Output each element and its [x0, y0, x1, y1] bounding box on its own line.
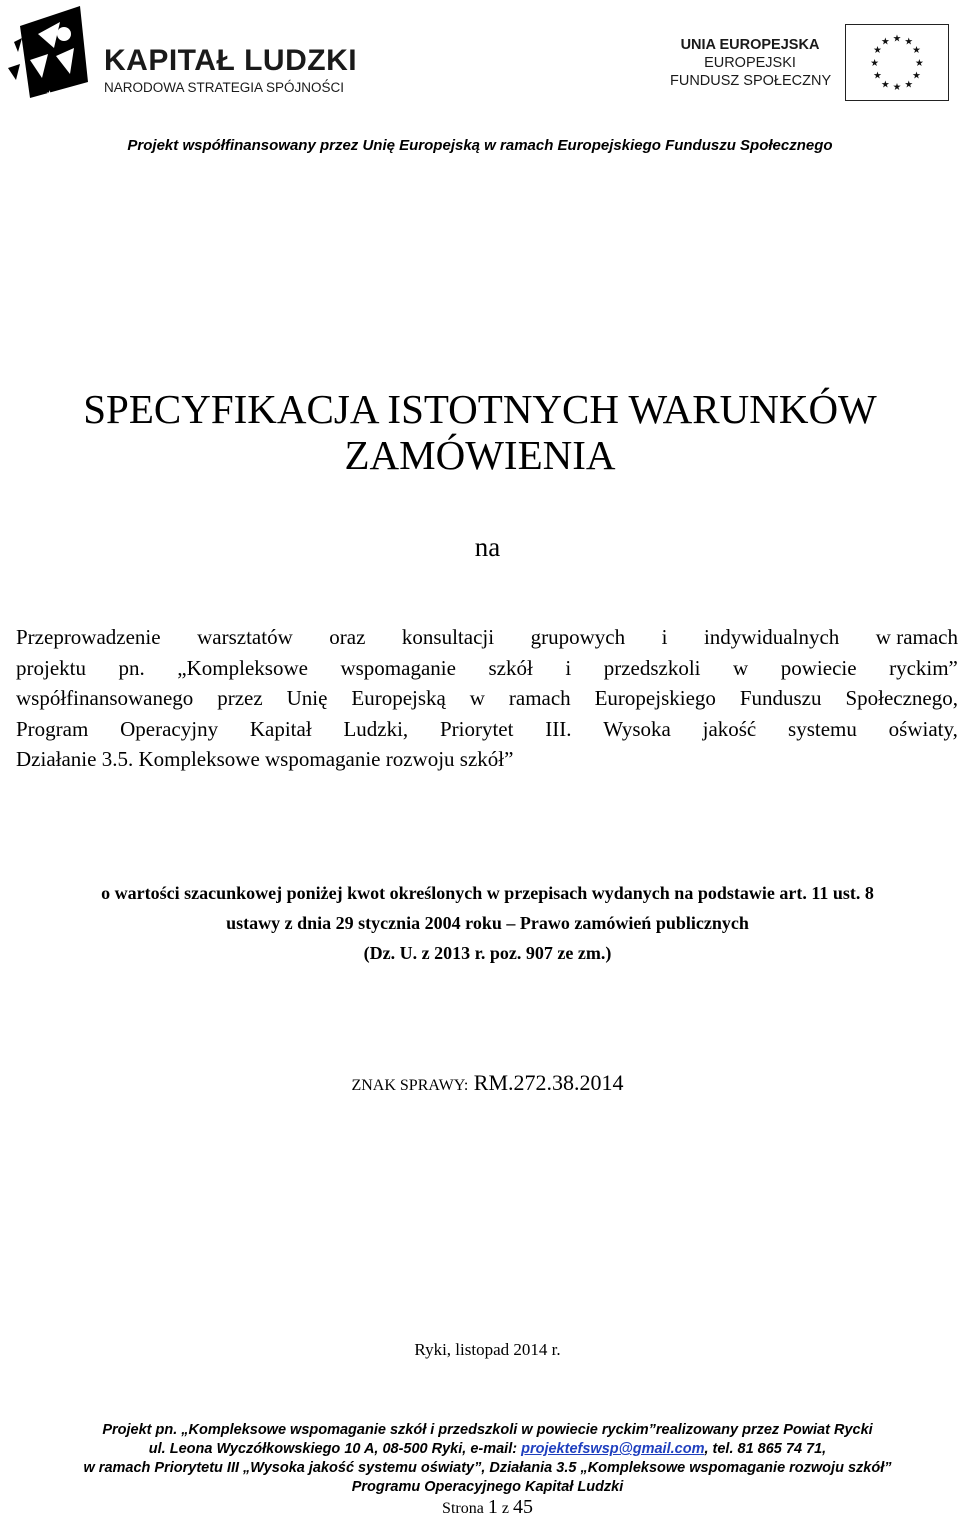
subject-line [16, 714, 958, 745]
value-note-line-2: ustawy z dnia 29 stycznia 2004 roku – Prawo zamówień publicznych [226, 913, 749, 933]
subject-word: konsultacji [401, 625, 495, 649]
subject-word: indywidualnych [703, 625, 840, 649]
subject-word: i [565, 655, 572, 680]
svg-text:★: ★ [904, 36, 914, 48]
place-date: Ryki, listopad 2014 r. [414, 1340, 561, 1359]
subject-word: Europejskiego [594, 686, 716, 710]
eu-logo-text [670, 36, 830, 90]
svg-text:★ ★: ★ ★ [46, 89, 63, 98]
subject-word: w [469, 686, 485, 710]
subject-word: szkół [488, 655, 533, 680]
svg-text:★: ★ [912, 70, 921, 82]
page-current: 1 [487, 1496, 498, 1518]
subject-word: III. [545, 716, 572, 741]
subject-word: współfinansowanego [16, 686, 194, 710]
case-sign [0, 1070, 960, 1096]
title-na: na [474, 532, 501, 562]
page-total: 45 [512, 1496, 533, 1518]
footer-line-4: Programu Operacyjnego Kapitał Ludzki [351, 1479, 624, 1495]
subject-word: Europejską [351, 686, 446, 710]
subject-line [16, 622, 958, 653]
subject-word: powiecie [780, 655, 857, 680]
footer-line-2 [0, 1440, 960, 1459]
value-note-line-1: o wartości szacunkowej poniżej kwot określonych w przepisach wydanych na podstawie art. 11 ust. 8 [101, 883, 874, 903]
subject-word: Operacyjny [120, 716, 219, 741]
kl-logo-subtitle: NARODOWA STRATEGIA SPÓJNOŚCI [104, 80, 345, 95]
svg-text:★: ★ [915, 57, 924, 69]
subject-word: Ludzki, [343, 716, 409, 741]
title-line-1: SPECYFIKACJA ISTOTNYCH WARUNKÓW [83, 386, 877, 432]
svg-text:★: ★ [892, 82, 902, 94]
subject-word: Kapitał [249, 716, 312, 741]
svg-text:★: ★ [873, 70, 882, 82]
subject-paragraph [16, 622, 958, 775]
kapital-ludzki-logo [8, 4, 358, 104]
subject-word: oświaty, [888, 716, 958, 741]
subject-word: „Kompleksowe [177, 655, 308, 680]
subject-word: wspomaganie [340, 655, 456, 680]
subject-word: i [661, 625, 668, 649]
subject-word: przez [217, 686, 263, 710]
subject-word: Priorytet [439, 716, 514, 741]
subject-word: Unię [286, 686, 328, 710]
eu-line-3: FUNDUSZ SPOŁECZNY [670, 73, 832, 89]
svg-text:★: ★ [904, 79, 914, 91]
subject-word: systemu [788, 716, 857, 741]
eu-line-2: EUROPEJSKI [704, 55, 796, 71]
value-note-line-3: (Dz. U. z 2013 r. poz. 907 ze zm.) [363, 943, 612, 963]
title-line-2: ZAMÓWIENIA [344, 432, 616, 478]
value-note [0, 878, 960, 968]
page-label: Strona [442, 1500, 484, 1517]
svg-text:★: ★ [880, 36, 890, 48]
case-sign-label: ZNAK SPRAWY: [351, 1077, 469, 1094]
subject-word: w ramach [875, 625, 958, 649]
eu-line-1: UNIA EUROPEJSKA [680, 37, 820, 53]
page-of: z [501, 1500, 509, 1517]
cofinancing-statement: Projekt współfinansowany przez Unię Europejską w ramach Europejskiego Funduszu Społecznego [127, 137, 833, 154]
subject-last-line: Działanie 3.5. Kompleksowe wspomaganie rozwoju szkół” [16, 747, 514, 771]
kapital-ludzki-emblem-icon [8, 4, 94, 100]
footer-address: ul. Leona Wyczółkowskiego 10 A, 08-500 Ryki, e-mail: [148, 1441, 522, 1457]
svg-text:★: ★ [892, 33, 902, 45]
subject-word: Program [16, 716, 89, 741]
subject-word: Wysoka [603, 716, 671, 741]
subject-word: projektu [16, 655, 86, 680]
subject-word: jakość [702, 716, 757, 741]
subject-word: warsztatów [197, 625, 293, 649]
subject-word: Przeprowadzenie [16, 625, 161, 649]
case-sign-value: RM.272.38.2014 [473, 1070, 624, 1095]
page-number [0, 1496, 960, 1519]
subject-word: Społecznego, [845, 686, 958, 710]
svg-text:★: ★ [912, 45, 921, 57]
footer-email-link[interactable]: projektefswsp@gmail.com [521, 1441, 705, 1457]
footer-phone: , tel. 81 865 74 71, [704, 1441, 827, 1457]
subject-word: grupowych [530, 625, 626, 649]
document-title [0, 386, 960, 478]
subject-line [16, 683, 958, 714]
eu-flag-icon [845, 24, 949, 101]
subject-word: Funduszu [739, 686, 822, 710]
footer-line-3: w ramach Priorytetu III „Wysoka jakość systemu oświaty”, Działania 3.5 „Kompleksowe wspomaganie rozwoju szkół” [83, 1460, 892, 1476]
subject-word: w [733, 655, 749, 680]
subject-word: przedszkoli [603, 655, 701, 680]
subject-word: ramach [508, 686, 571, 710]
subject-line [16, 653, 958, 684]
kl-logo-title: KAPITAŁ LUDZKI [104, 44, 358, 77]
svg-text:★: ★ [880, 79, 890, 91]
subject-word: pn. [118, 655, 145, 680]
subject-word: ryckim” [889, 655, 958, 680]
subject-word: oraz [329, 625, 366, 649]
svg-text:★: ★ [873, 45, 882, 57]
footer [0, 1421, 960, 1497]
svg-text:★: ★ [870, 57, 879, 69]
footer-line-1: Projekt pn. „Kompleksowe wspomaganie szkół i przedszkoli w powiecie ryckim”realizowany przez Powiat Rycki [102, 1422, 873, 1438]
